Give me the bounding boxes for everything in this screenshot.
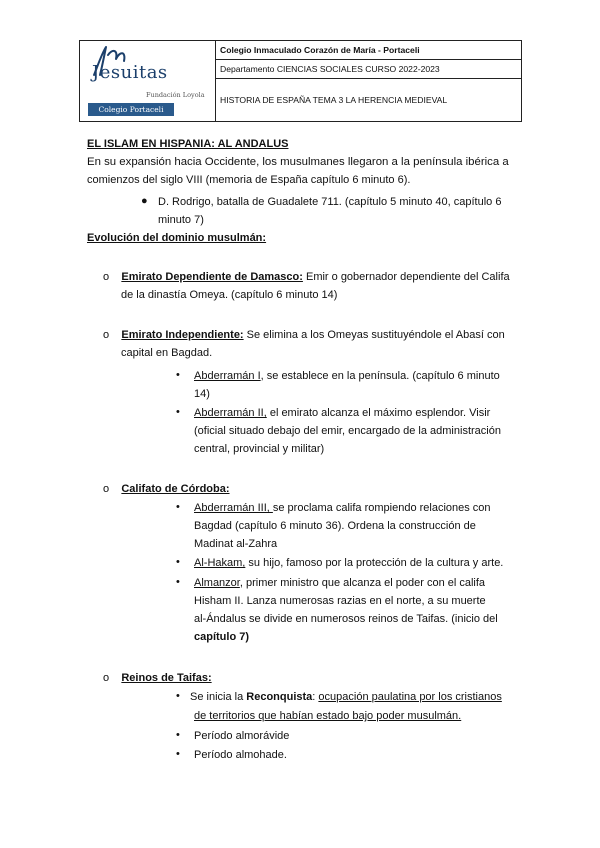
header-info xyxy=(216,41,521,121)
bullet-icon: • xyxy=(176,690,180,702)
califato-item xyxy=(103,482,230,496)
header-school: Colegio Inmaculado Corazón de María - Portaceli xyxy=(216,41,521,60)
abd2-line-3: central, provincial y militar) xyxy=(194,443,325,455)
emirato-dep-line-1: Emir o gobernador dependiente del Califa xyxy=(302,271,510,283)
almanzor-name: Almanzor xyxy=(194,577,240,589)
list-marker: o xyxy=(103,271,110,283)
logo-cell xyxy=(80,41,216,121)
reconquista-term: Reconquista xyxy=(246,691,313,703)
califato-label: Califato de Córdoba: xyxy=(121,483,230,495)
almohade-item: Período almohade. xyxy=(194,749,287,761)
emirato-ind-item xyxy=(103,328,505,342)
almanzor-line-4: capítulo 7) xyxy=(194,631,250,643)
bullet-icon: • xyxy=(176,406,180,418)
emirato-ind-line-2: capital en Bagdad. xyxy=(121,347,213,359)
bullet-icon: • xyxy=(176,369,180,381)
almanzor-line-2: Hisham II. Lanza numerosas razias en el norte, a su muerte xyxy=(194,595,486,607)
reconquista-line-1: Se inicia la Reconquista: ocupación paulatina por los cristianos xyxy=(190,691,502,703)
bullet-icon: • xyxy=(176,556,180,568)
almanzor-line-1: Almanzor, primer ministro que alcanza el poder con el califa xyxy=(194,577,486,589)
taifas-label: Reinos de Taifas: xyxy=(121,672,212,684)
header-subject: HISTORIA DE ESPAÑA TEMA 3 LA HERENCIA MEDIEVAL xyxy=(220,95,448,105)
abd3-line-2: Bagdad (capítulo 6 minuto 36). Ordena la construcción de xyxy=(194,520,476,532)
hakam-line-1: Al-Hakam, su hijo, famoso por la protección de la cultura y arte. xyxy=(194,557,504,569)
bullet-icon: • xyxy=(176,501,180,513)
abd2-line-1: Abderramán II, el emirato alcanza el máximo esplendor. Visir xyxy=(194,407,491,419)
abd3-line-3: Madinat al-Zahra xyxy=(194,538,278,550)
emirato-ind-line-1: Se elimina a los Omeyas sustituyéndole el Abasí con xyxy=(243,329,505,341)
almanzor-line-3: al-Ándalus se divide en numerosos reinos de Taifas. (inicio del xyxy=(194,613,498,625)
rodrigo-line-1: D. Rodrigo, batalla de Guadalete 711. (capítulo 5 minuto 40, capítulo 6 xyxy=(158,196,502,208)
abd2-name: Abderramán II, xyxy=(194,407,267,419)
taifas-item xyxy=(103,671,212,685)
intro-line-1: En su expansión hacia Occidente, los musulmanes llegaron a la península ibérica a xyxy=(87,156,509,168)
emirato-dep-label: Emirato Dependiente de Damasco: xyxy=(121,271,303,283)
header-table xyxy=(79,40,522,122)
abd3-name: Abderramán III, xyxy=(194,502,273,514)
emirato-ind-label: Emirato Independiente: xyxy=(121,329,244,341)
bullet-icon: • xyxy=(176,576,180,588)
section-title: EL ISLAM EN HISPANIA: AL ANDALUS xyxy=(87,138,289,150)
emirato-dep-line-2: de la dinastía Omeya. (capítulo 6 minuto 14) xyxy=(121,289,338,301)
logo-name: Jesuitas xyxy=(92,62,168,83)
hakam-name: Al-Hakam, xyxy=(194,557,246,569)
header-department: Departamento CIENCIAS SOCIALES CURSO 2022-2023 xyxy=(216,60,521,79)
evolution-heading: Evolución del dominio musulmán: xyxy=(87,232,267,244)
logo-band: Colegio Portaceli xyxy=(88,103,174,116)
abd1-line-1: Abderramán I, se establece en la península. (capítulo 6 minuto xyxy=(194,370,500,382)
rodrigo-line-2: minuto 7) xyxy=(158,214,204,226)
abd1-name: Abderramán I xyxy=(194,370,261,382)
list-marker: o xyxy=(103,483,110,495)
bullet-icon: • xyxy=(176,748,180,760)
almoravide-item: Período almorávide xyxy=(194,730,290,742)
bullet-icon: • xyxy=(176,729,180,741)
reconquista-line-2: de territorios que habían estado bajo poder musulmán. xyxy=(194,710,462,722)
abd2-line-2: (oficial situado debajo del emir, encargado de la administración xyxy=(194,425,501,437)
abd3-line-1: Abderramán III, se proclama califa rompiendo relaciones con xyxy=(194,502,491,514)
list-marker: o xyxy=(103,672,110,684)
abd1-line-2: 14) xyxy=(194,388,210,400)
logo-subtitle: Fundación Loyola xyxy=(146,91,205,99)
emirato-dep-item xyxy=(103,270,510,284)
bullet-dot-icon: ● xyxy=(141,195,148,207)
intro-line-2: comienzos del siglo VIII (memoria de España capítulo 6 minuto 6). xyxy=(87,174,411,186)
list-marker: o xyxy=(103,329,110,341)
